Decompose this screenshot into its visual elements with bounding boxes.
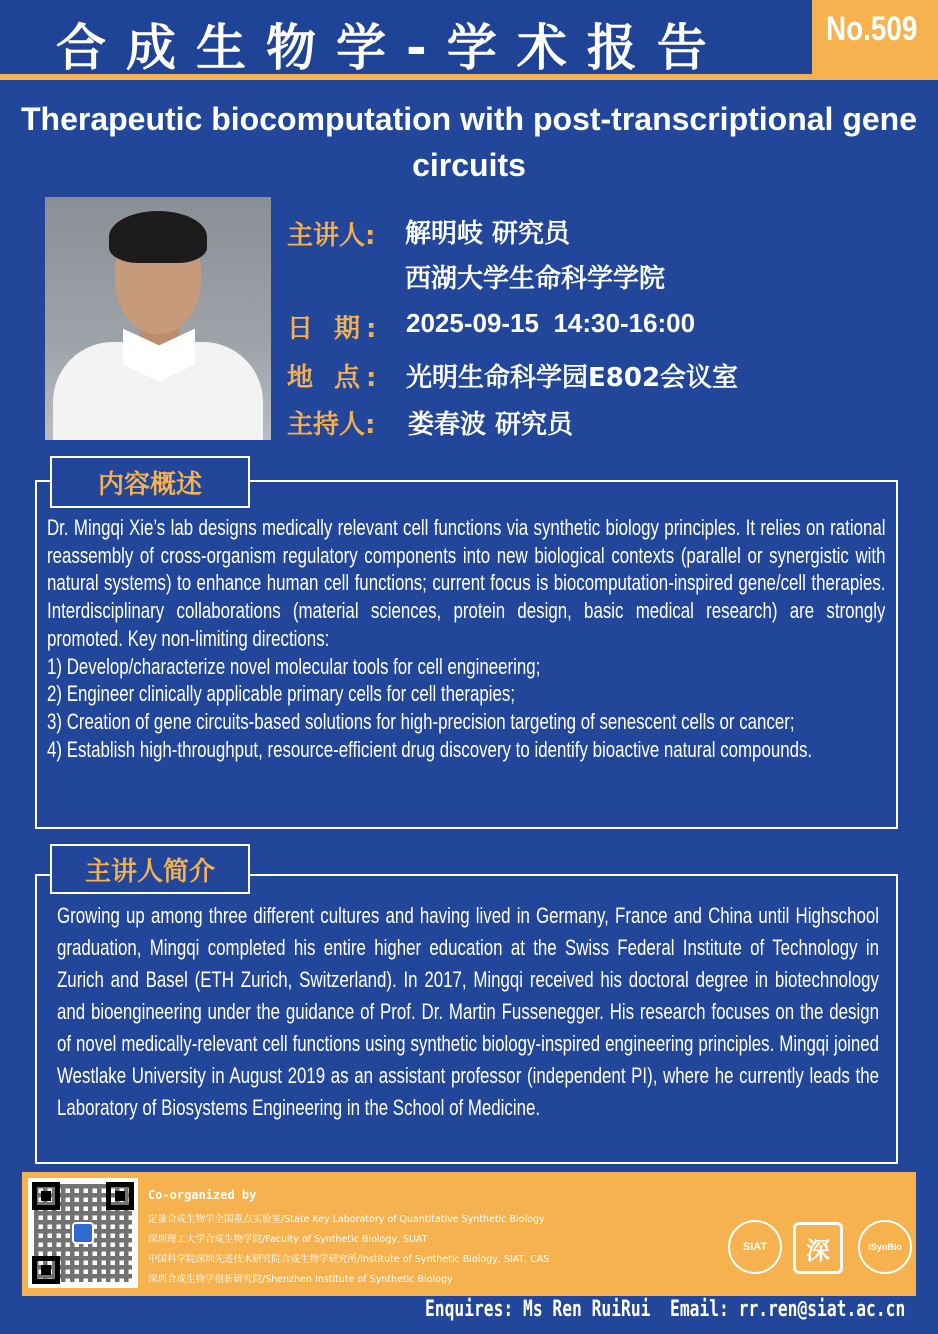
isynbio-logo-icon xyxy=(858,1220,912,1274)
seminar-number: No.509 xyxy=(826,10,918,48)
bio-heading: 主讲人简介 xyxy=(50,844,250,894)
qr-code-icon xyxy=(28,1178,138,1288)
organizer-line: 深圳理工大学合成生物学院/Faculty of Synthetic Biology, SUAT xyxy=(148,1234,428,1245)
co-organized-title: Co-organized by xyxy=(148,1188,257,1202)
talk-title: Therapeutic biocomputation with post-transcriptional gene circuits xyxy=(20,101,918,183)
organizer-line: 中国科学院深圳先进技术研究院合成生物学研究所/Institute of Synthetic Biology, SIAT, CAS xyxy=(148,1254,550,1265)
date-label: 日 期: xyxy=(287,314,383,344)
enquiries-contact: Enquires: Ms Ren RuiRui Email: rr.ren@siat.ac.cn xyxy=(425,1297,906,1322)
host-label: 主持人: xyxy=(287,410,376,440)
summary-text: Dr. Mingqi Xie’s lab designs medically relevant cell functions via synthetic biology principles. It relies on rational reassembly of cross-organism regulatory components into new biological contexts (parallel or synergistic with natural systems) to enhance human cell functions; current focus is biocomputation-inspired gene/cell therapies. Interdisciplinary collaborations (material sciences, protein design, basic medical research) are strongly promoted. Key non-limiting directions: 1) Develop/characterize novel molecular tools for cell engineering; 2) Engineer clinically applicable primary cells for cell therapies; 3) Creation of gene circuits-based solutions for high-precision targeting of senescent cells or cancer; 4) Establish high-throughput, resource-efficient drug discovery to identify bioactive natural compounds. xyxy=(47,515,885,762)
speaker-photo xyxy=(45,197,271,440)
bio-text: Growing up among three different cultures and having lived in Germany, France and China until Highschool graduation, Mingqi completed his entire higher education at the Swiss Federal Institute of Technology in Zurich and Basel (ETH Zurich, Switzerland). In 2017, Mingqi received his doctoral degree in biotechnology and bioengineering under the guidance of Prof. Dr. Martin Fussenegger. His research focuses on the design of novel medically-relevant cell functions using synthetic biology-inspired engineering principles. Mingqi joined Westlake University in August 2019 as an assistant professor (independent PI), where he currently leads the Laboratory of Biosystems Engineering in the School of Medicine. xyxy=(57,903,879,1120)
siat-logo-icon xyxy=(728,1220,782,1274)
summary-text-container xyxy=(47,514,885,814)
speaker-label: 主讲人: xyxy=(287,221,376,251)
organizer-line: 定量合成生物学全国重点实验室/State Key Laboratory of Quantitative Synthetic Biology xyxy=(148,1214,545,1225)
poster-header-title: 合成生物学-学术报告 xyxy=(56,19,727,77)
suat-logo-icon xyxy=(793,1222,843,1274)
speaker-name: 解明岐 研究员 xyxy=(405,219,571,249)
suat-logo-text: 深 xyxy=(806,1236,830,1265)
date-value: 2025-09-15 14:30-16:00 xyxy=(406,308,696,338)
location-value: 光明生命科学园E802会议室 xyxy=(406,363,739,393)
isynbio-logo-text: iSynBio xyxy=(868,1242,902,1252)
organizer-line: 深圳合成生物学创新研究院/Shenzhen Institute of Synthetic Biology xyxy=(148,1274,453,1285)
location-label: 地 点: xyxy=(287,363,383,393)
bio-text-container xyxy=(57,900,879,1160)
host-value: 娄春波 研究员 xyxy=(408,410,574,440)
summary-heading: 内容概述 xyxy=(50,456,250,508)
siat-logo-text: SIAT xyxy=(742,1241,768,1253)
speaker-affiliation: 西湖大学生命科学学院 xyxy=(405,264,666,294)
